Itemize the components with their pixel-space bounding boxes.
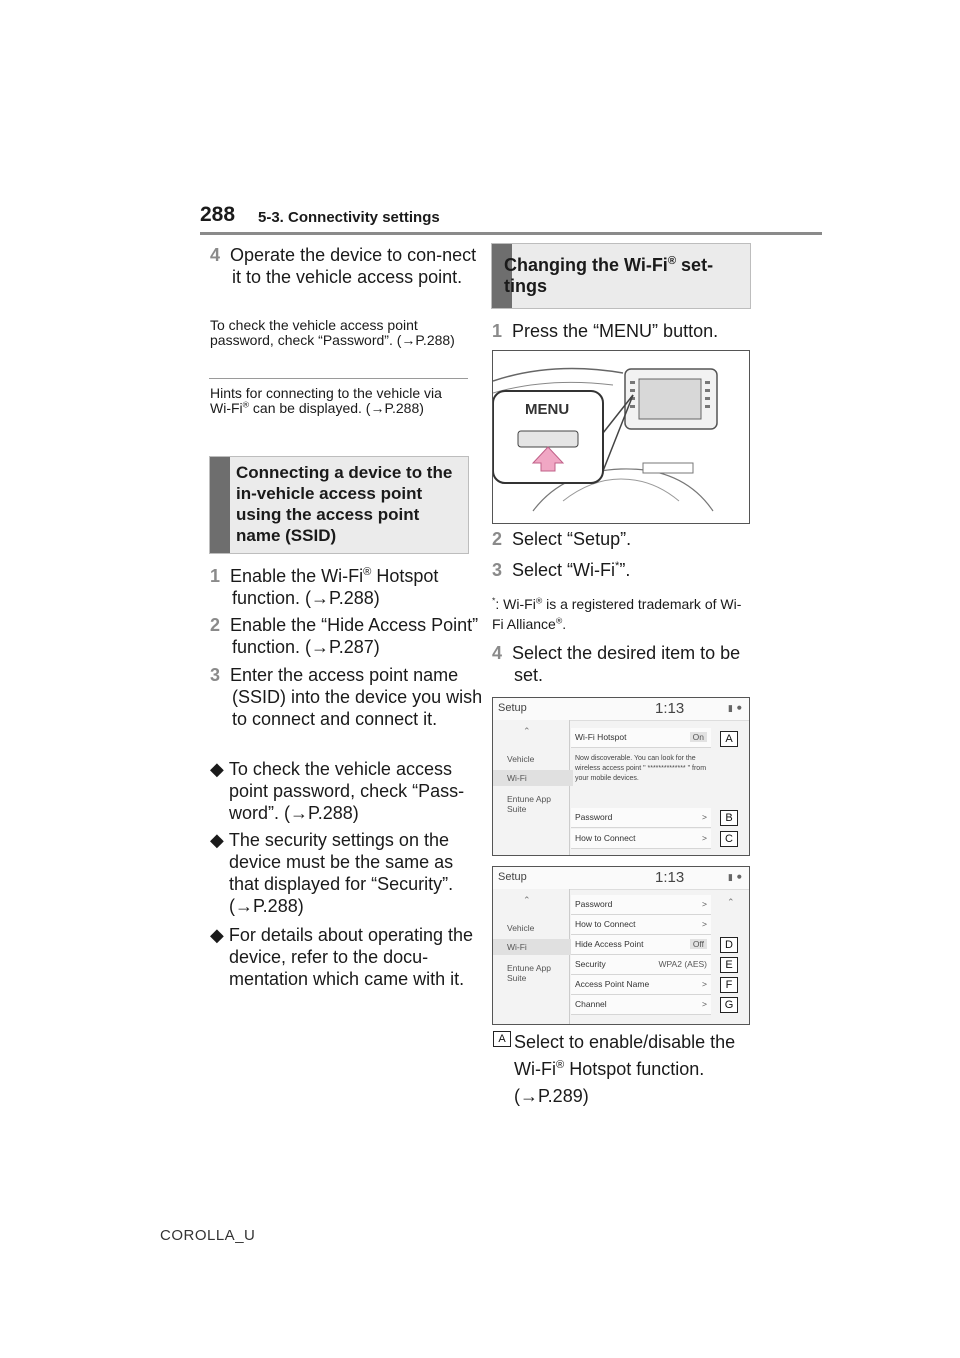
wifi-step-4 bbox=[492, 642, 770, 686]
ssid-heading: Connecting a device to the in-vehicle access point using the access point name (SSID) bbox=[236, 463, 453, 545]
header-rule bbox=[200, 232, 822, 235]
divider bbox=[209, 378, 468, 379]
row-password[interactable] bbox=[571, 895, 711, 915]
screen-title: Setup bbox=[498, 702, 527, 714]
item-a-text-end: Hotspot function. (→P.289) bbox=[514, 1059, 705, 1106]
step-text-end: ”. bbox=[619, 560, 631, 580]
item-a-description bbox=[514, 1029, 750, 1110]
note-hints-text-end: can be displayed. (→P.288) bbox=[249, 400, 424, 416]
row-label: Channel bbox=[575, 999, 607, 1009]
callout-tag-f: F bbox=[720, 977, 738, 993]
chevron-right-icon: > bbox=[702, 833, 707, 843]
note-hints bbox=[210, 386, 466, 416]
registered-mark: ® bbox=[555, 1059, 565, 1071]
row-label: Access Point Name bbox=[575, 979, 650, 989]
dashboard-illustration bbox=[493, 351, 749, 523]
status-icons: ▮ ⚫ bbox=[728, 872, 743, 882]
callout-tag-a: A bbox=[720, 731, 738, 747]
callout-tag-g: G bbox=[720, 997, 738, 1013]
wifi-heading-text: Changing the Wi-Fi bbox=[504, 255, 668, 275]
step-number: 3 bbox=[492, 560, 503, 580]
callout-tag-c: C bbox=[720, 831, 738, 847]
step-text: Press the “MENU” button. bbox=[512, 321, 719, 341]
row-label: Password bbox=[575, 899, 613, 909]
section-title: 5-3. Connectivity settings bbox=[258, 209, 440, 226]
row-how-to-connect[interactable] bbox=[571, 915, 711, 935]
screen-title: Setup bbox=[498, 871, 527, 883]
step-number: 2 bbox=[210, 615, 221, 635]
row-label: Security bbox=[575, 959, 606, 969]
step-text-end: Hotspot function. (→P.288) bbox=[232, 566, 439, 608]
dashboard-figure bbox=[492, 350, 750, 524]
menu-button-label: MENU bbox=[525, 401, 570, 418]
step-number: 2 bbox=[492, 529, 503, 549]
row-password[interactable] bbox=[571, 808, 711, 828]
step-text: Select “Wi-Fi bbox=[512, 560, 616, 580]
setup-screen-wifi-hotspot bbox=[492, 697, 750, 856]
row-label: Wi-Fi Hotspot bbox=[575, 732, 627, 742]
step-text: Enable the “Hide Access Point” function. (→P.287) bbox=[230, 615, 479, 657]
screen-clock: 1:13 bbox=[655, 869, 685, 886]
bullet-text: For details about operating the device, refer to the docu-mentation which came with it. bbox=[228, 925, 474, 989]
callout-tag-d: D bbox=[720, 937, 738, 953]
sidebar-item-entune[interactable]: Entune App Suite bbox=[507, 963, 551, 983]
registered-mark: ® bbox=[363, 566, 372, 578]
chevron-right-icon: > bbox=[702, 812, 707, 822]
asterisk-mark: * bbox=[615, 560, 620, 572]
wifi-heading bbox=[504, 255, 744, 297]
hide-ap-toggle[interactable]: Off bbox=[690, 939, 707, 949]
chevron-right-icon: > bbox=[702, 899, 707, 909]
row-channel[interactable] bbox=[571, 995, 711, 1015]
sidebar-item-wifi[interactable]: Wi-Fi bbox=[493, 939, 573, 955]
bullet-security bbox=[210, 829, 485, 917]
row-security[interactable] bbox=[571, 955, 711, 975]
hotspot-toggle[interactable]: On bbox=[690, 732, 707, 742]
footnote-period: . bbox=[562, 616, 567, 632]
row-label: Password bbox=[575, 812, 613, 822]
screen-header bbox=[493, 867, 749, 890]
step-number: 3 bbox=[210, 665, 221, 685]
row-label: How to Connect bbox=[575, 919, 636, 929]
item-a-text: Select to enable/disable the Wi-Fi bbox=[514, 1032, 736, 1079]
bullet-icon: ◆ bbox=[210, 759, 224, 779]
wifi-heading-text-end: set-tings bbox=[504, 255, 714, 296]
bullet-icon: ◆ bbox=[210, 830, 224, 850]
step-4-operate bbox=[210, 244, 488, 288]
ssid-step-1 bbox=[210, 565, 488, 609]
screen-clock: 1:13 bbox=[655, 700, 685, 717]
step-text: Select the desired item to be set. bbox=[512, 643, 741, 685]
row-hide-access-point[interactable] bbox=[571, 935, 711, 955]
screen-sidebar bbox=[493, 720, 570, 855]
scroll-up-double-icon[interactable]: ⌃ bbox=[727, 897, 735, 907]
sidebar-item-vehicle[interactable]: Vehicle bbox=[507, 754, 535, 764]
step-number: 4 bbox=[492, 643, 503, 663]
scroll-up-icon[interactable]: ⌃ bbox=[523, 895, 531, 905]
registered-mark: ® bbox=[535, 595, 543, 606]
step-text: Enable the Wi-Fi bbox=[230, 566, 364, 586]
security-value: WPA2 (AES) bbox=[658, 959, 707, 969]
wifi-step-2 bbox=[492, 528, 770, 550]
row-access-point-name[interactable] bbox=[571, 975, 711, 995]
ssid-step-2 bbox=[210, 614, 488, 658]
ssid-heading-box bbox=[209, 456, 469, 554]
wifi-step-1 bbox=[492, 320, 770, 342]
wifi-step-3 bbox=[492, 559, 770, 581]
step-text: Enter the access point name (SSID) into the device you wish to connect and connect it. bbox=[230, 665, 483, 729]
step-text: Select “Setup”. bbox=[512, 529, 632, 549]
setup-screen-wifi-settings bbox=[492, 866, 750, 1025]
callout-tag-e: E bbox=[720, 957, 738, 973]
ssid-step-3 bbox=[210, 664, 488, 730]
scroll-up-icon[interactable]: ⌃ bbox=[523, 726, 531, 736]
status-icons: ▮ ⚫ bbox=[728, 703, 743, 713]
registered-mark: ® bbox=[242, 399, 250, 410]
wifi-heading-box bbox=[491, 243, 751, 309]
note-password: To check the vehicle access point password, check “Password”. (→P.288) bbox=[210, 317, 455, 348]
bullet-details bbox=[210, 924, 485, 990]
chevron-right-icon: > bbox=[702, 999, 707, 1009]
registered-mark: ® bbox=[667, 255, 677, 267]
row-how-to-connect[interactable] bbox=[571, 829, 711, 849]
step-number: 1 bbox=[210, 566, 221, 586]
sidebar-item-vehicle[interactable]: Vehicle bbox=[507, 923, 535, 933]
bullet-password bbox=[210, 758, 485, 824]
asterisk-mark: * bbox=[492, 595, 496, 606]
bullet-text: To check the vehicle access point password, check “Pass-word”. (→P.288) bbox=[228, 759, 465, 823]
callout-tag-b: B bbox=[720, 810, 738, 826]
screen-header bbox=[493, 698, 749, 721]
row-wifi-hotspot[interactable] bbox=[571, 728, 711, 748]
row-label: How to Connect bbox=[575, 833, 636, 843]
footnote-trademark bbox=[492, 594, 748, 634]
registered-mark: ® bbox=[555, 615, 563, 626]
chevron-right-icon: > bbox=[702, 919, 707, 929]
note-hints-text: Hints for connecting to the vehicle via Wi-Fi bbox=[210, 385, 442, 416]
sidebar-item-entune[interactable]: Entune App Suite bbox=[507, 794, 551, 814]
footer-model: COROLLA_U bbox=[160, 1227, 256, 1244]
step-number: 4 bbox=[210, 245, 221, 265]
discoverable-message: Now discoverable. You can look for the wireless access point " ************** " from your mobile devices. bbox=[575, 755, 707, 782]
footnote-text: : Wi-Fi bbox=[495, 596, 536, 612]
chevron-right-icon: > bbox=[702, 979, 707, 989]
bullet-text: The security settings on the device must be the same as that displayed for “Security”. (→P.288) bbox=[228, 830, 454, 916]
page-number: 288 bbox=[200, 203, 236, 226]
step-number: 1 bbox=[492, 321, 503, 341]
row-label: Hide Access Point bbox=[575, 939, 644, 949]
heading-bar bbox=[210, 457, 230, 553]
item-tag-a: A bbox=[493, 1031, 511, 1047]
screen-sidebar bbox=[493, 889, 570, 1024]
bullet-icon: ◆ bbox=[210, 925, 224, 945]
step-text: Operate the device to con-nect it to the vehicle access point. bbox=[230, 245, 477, 287]
footnote-text-mid: is a registered trademark of Wi-Fi Alliance bbox=[492, 596, 742, 632]
sidebar-item-wifi[interactable]: Wi-Fi bbox=[493, 770, 573, 786]
